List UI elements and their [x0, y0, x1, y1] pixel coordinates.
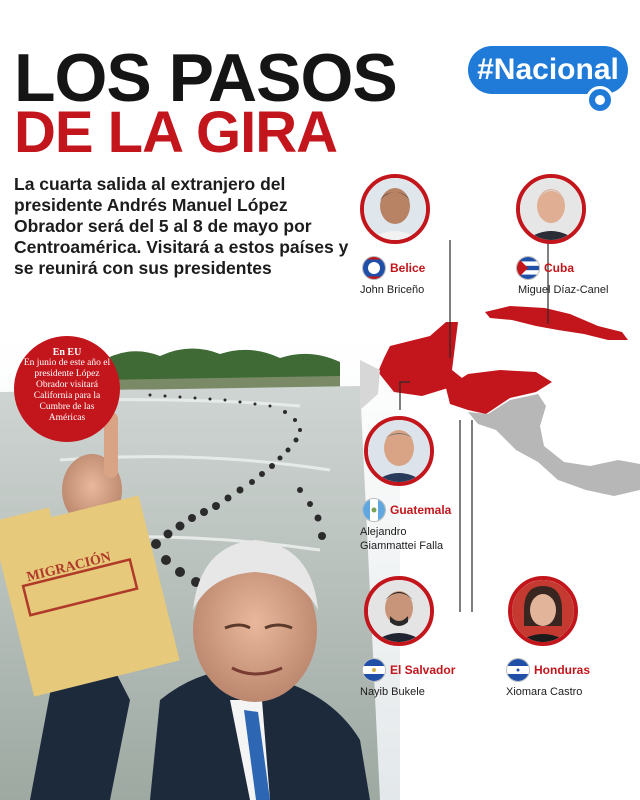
intro-paragraph: La cuarta salida al extranjero del presidente Andrés Manuel López Obrador será del 5 al 8 de mayo por Centroamérica. Visitará a estos países y se reunirá con sus presidentes: [14, 174, 349, 278]
cuba-flag-icon: [516, 256, 540, 280]
leader-el-salvador: [356, 576, 476, 706]
portrait-icon: [520, 178, 582, 240]
leader-honduras: [498, 576, 628, 706]
leader-name: John Briceño: [360, 284, 425, 296]
leader-name: Miguel Díaz-Canel: [518, 284, 609, 296]
leader-belice: [356, 174, 476, 304]
southern-central-america-shape: [468, 394, 640, 496]
country-label: Honduras: [534, 663, 591, 677]
honduras-flag-icon: [506, 658, 530, 682]
country-label: Cuba: [544, 261, 574, 275]
country-label: El Salvador: [390, 663, 456, 677]
portrait-icon: [512, 580, 574, 642]
alejandro-giammattei-avatar: [364, 416, 434, 486]
miguel-diaz-canel-avatar: [516, 174, 586, 244]
guatemala-belize-shape: [378, 322, 462, 396]
guatemala-flag-icon: [362, 498, 386, 522]
john-briceno-avatar: [360, 174, 430, 244]
nayib-bukele-avatar: [364, 576, 434, 646]
leader-guatemala: [356, 416, 476, 556]
leader-cuba: [514, 174, 638, 304]
portrait-icon: [364, 178, 426, 240]
title-line-2: DE LA GIRA: [14, 100, 337, 165]
portrait-icon: [368, 420, 430, 482]
badge-text: En junio de este año el presidente López Obrador visitará California para la Cumbre de las Américas: [23, 358, 111, 423]
leader-name: Xiomara Castro: [506, 686, 583, 698]
folder-label: MIGRACIÓN: [25, 549, 113, 586]
el-salvador-flag-icon: [362, 658, 386, 682]
country-label: Belice: [390, 261, 426, 275]
xiomara-castro-avatar: [508, 576, 578, 646]
belize-flag-icon: [362, 256, 386, 280]
portrait-icon: [368, 580, 430, 642]
title-line-1: LOS PASOS: [14, 40, 397, 116]
badge-heading: En EU: [52, 347, 82, 358]
leader-name: Nayib Bukele: [360, 686, 425, 698]
nacional-tag[interactable]: #Nacional: [468, 46, 628, 94]
cuba-shape: [485, 306, 628, 340]
leader-name: Alejandro Giammattei Falla: [360, 526, 444, 552]
location-pin-icon: [586, 86, 614, 114]
country-label: Guatemala: [390, 503, 452, 517]
en-eu-badge: [14, 336, 120, 442]
